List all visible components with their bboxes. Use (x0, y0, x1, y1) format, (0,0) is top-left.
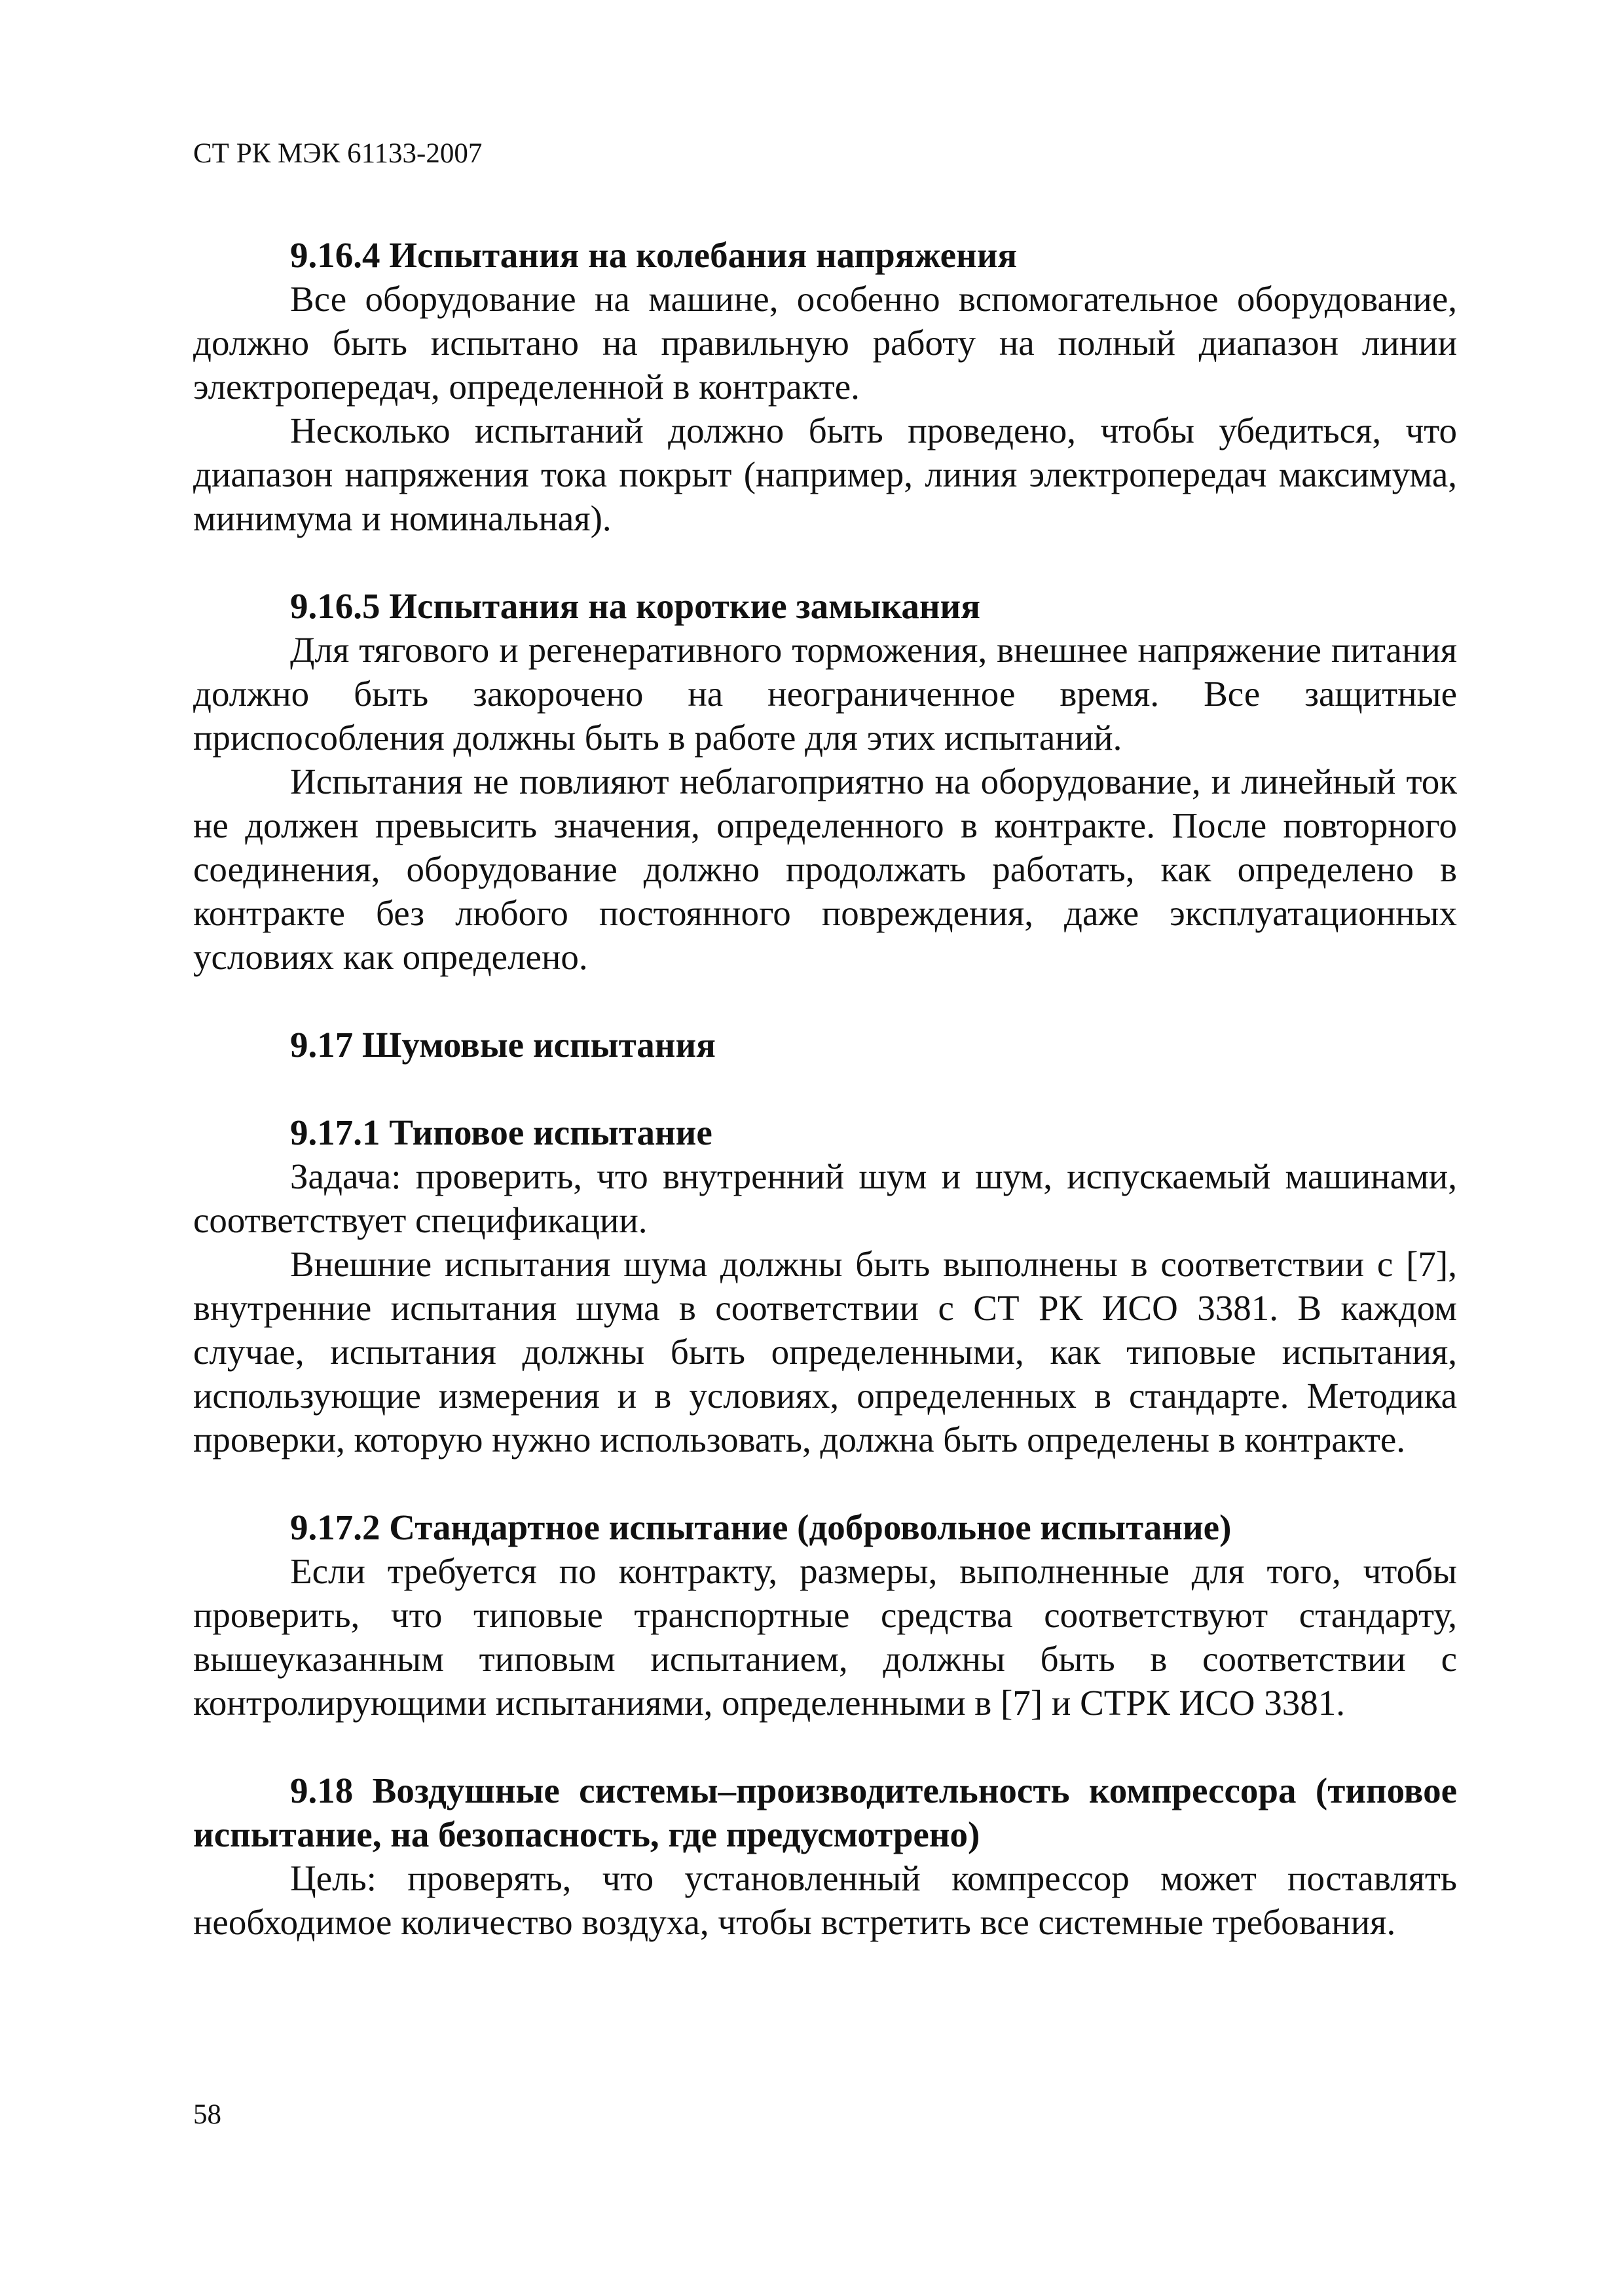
paragraph: Цель: проверять, что установленный компрессор может поставлять необходимое количество воздуха, чтобы встретить все системные требования. (193, 1858, 1457, 1942)
section-heading-9-16-4: 9.16.4 Испытания на колебания напряжения (290, 235, 1018, 275)
paragraph: Все оборудование на машине, особенно вспомогательное оборудование, должно быть испытано на правильную работу на полный диапазон линии электропередач, определенной в контракте. (193, 279, 1457, 407)
paragraph: Если требуется по контракту, размеры, выполненные для того, чтобы проверить, что типовые транспортные средства соответствуют стандарту, вышеуказанным типовым испытанием, должны быть в соответствии с контролирующими испытаниями, определенными в [7] и СТРК ИСО 3381. (193, 1551, 1457, 1723)
section-heading-9-18: 9.18 Воздушные системы–производительность компрессора (типовое испытание, на безопасность, где предусмотрено) (193, 1771, 1457, 1854)
section-heading-9-17-1: 9.17.1 Типовое испытание (290, 1112, 712, 1152)
paragraph: Задача: проверить, что внутренний шум и шум, испускаемый машинами, соответствует спецификации. (193, 1156, 1457, 1240)
section-heading-9-17-2: 9.17.2 Стандартное испытание (добровольное испытание) (290, 1507, 1232, 1547)
paragraph: Несколько испытаний должно быть проведено, чтобы убедиться, что диапазон напряжения тока покрыт (например, линия электропередач максимума, минимума и номинальная). (193, 411, 1457, 538)
page-number: 58 (193, 2099, 221, 2130)
page-body (193, 233, 1457, 1944)
section-heading-9-17: 9.17 Шумовые испытания (290, 1025, 716, 1065)
paragraph: Для тягового и регенеративного торможения, внешнее напряжение питания должно быть закорочено на неограниченное время. Все защитные приспособления должны быть в работе для этих испытаний. (193, 630, 1457, 758)
paragraph: Испытания не повлияют неблагоприятно на оборудование, и линейный ток не должен превысить значения, определенного в контракте. После повторного соединения, оборудование должно продолжать работать, как определено в контракте без любого постоянного повреждения, даже эксплуатационных условиях как определено. (193, 762, 1457, 977)
section-heading-9-16-5: 9.16.5 Испытания на короткие замыкания (290, 586, 980, 626)
paragraph: Внешние испытания шума должны быть выполнены в соответствии с [7], внутренние испытания шума в соответствии с СТ РК ИСО 3381. В каждом случае, испытания должны быть определенными, как типовые испытания, использующие измерения и в условиях, определенных в стандарте. Методика проверки, которую нужно использовать, должна быть определены в контракте. (193, 1244, 1457, 1460)
document-id-header: СТ РК МЭК 61133-2007 (193, 138, 483, 169)
